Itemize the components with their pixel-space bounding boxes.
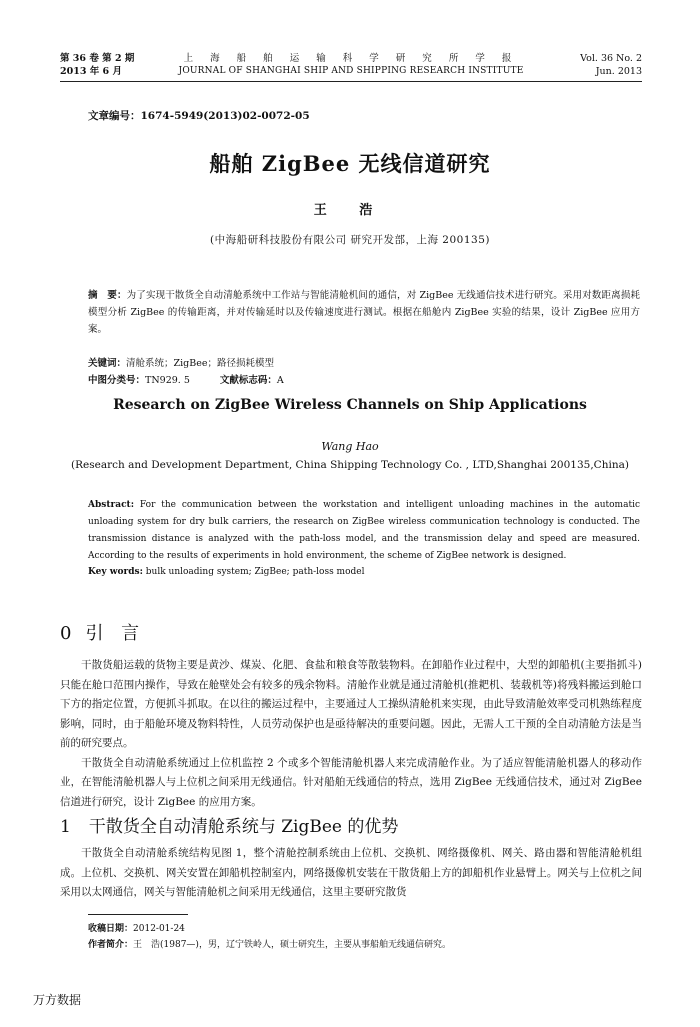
received-value: 2012-01-24 [133, 924, 185, 934]
keywords-cn-text: 清舱系统；ZigBee；路径损耗模型 [126, 358, 274, 369]
affiliation-cn: (中海船研科技股份有限公司 研究开发部，上海 200135) [210, 234, 490, 246]
received-date [88, 921, 451, 937]
keywords-en [88, 567, 364, 577]
section-0-heading [60, 619, 145, 645]
abstract-cn-text: 为了实现干散货全自动清舱系统中工作站与智能清舱机间的通信，对 ZigBee 无线通信技术进行研究。采用对数距离损耗模型分析 ZigBee 的传输距离，并对传输延时以及传输速度进行测试。根据在船舱内 ZigBee 实验的结果，设计 ZigBee 应用方案。 [88, 290, 640, 335]
abstract-en-label: Abstract: [88, 500, 135, 510]
author-bio [88, 937, 451, 953]
footnote-rule [88, 914, 188, 915]
clc-value: TN929. 5 [145, 375, 190, 386]
journal-name-en: JOURNAL OF SHANGHAI SHIP AND SHIPPING RESEARCH INSTITUTE [178, 66, 524, 76]
article-number-value: 1674-5949(2013)02-0072-05 [140, 110, 310, 122]
keywords-cn-label: 关键词： [88, 358, 127, 369]
header-rule [60, 81, 642, 82]
section-1-body [60, 844, 642, 903]
keywords-en-label: Key words: [88, 567, 143, 577]
watermark: 万方数据 [33, 993, 82, 1007]
header-volume-en: Vol. 36 No. 2 [580, 53, 642, 64]
section-0-title: 引 言 [85, 623, 146, 644]
keywords-cn [88, 355, 284, 372]
running-header [60, 52, 642, 80]
section-1-heading [60, 812, 398, 837]
abstract-en [88, 497, 640, 565]
keywords-en-text: bulk unloading system; ZigBee; path-loss model [145, 567, 365, 577]
classification-line [88, 372, 284, 389]
title-en: Research on ZigBee Wireless Channels on Ship Applications [113, 397, 587, 413]
header-date-cn: 2013 年 6 月 [60, 66, 122, 77]
author-cn: 王 浩 [313, 203, 387, 218]
abstract-cn-label: 摘 要： [88, 290, 127, 301]
author-bio-label: 作者简介： [88, 940, 134, 950]
header-date-en: Jun. 2013 [595, 66, 642, 77]
section-0-paragraph: 干散货船运载的货物主要是黄沙、煤炭、化肥、食盐和粮食等散装物料。在卸船作业过程中，大型的卸船机(主要指抓斗)只能在舱口范围内操作，导致在舱壁处会有较多的残余物料。清舱作业就是通过清舱机(推耙机、装载机等)将残料搬运到舱口下方的指定位置，方便抓斗抓取。在以往的搬运过程中，主要通过人工操纵清舱机来实现，由此导致清舱效率受司机熟练程度影响，同时，由于船舱环境及物料特性，人员劳动保护也是亟待解决的重要问题。因此，无需人工干预的全自动清舱方法是当前的研究要点。 [60, 659, 642, 749]
header-center [60, 52, 642, 78]
doc-code-label: 文献标志码： [219, 375, 277, 386]
abstract-en-text: For the communication between the workstation and intelligent unloading machines in the automatic unloading system for dry bulk carriers, the research on ZigBee wireless communication technology is conducted. The transmission distance is analyzed with the path-loss model, and the transmission delay and speed are measured. According to the results of experiments in hold environment, the scheme of ZigBee network is designed. [88, 500, 640, 561]
section-0-paragraph: 干散货全自动清舱系统通过上位机监控 2 个或多个智能清舱机器人来完成清舱作业。为了适应智能清舱机器人的移动作业，在智能清舱机器人与上位机之间采用无线通信。针对船舶无线通信的特点，选用 ZigBee 无线通信技术，通过对 ZigBee 信道进行研究，设计 ZigBee 的应用方案。 [60, 756, 642, 808]
section-1-paragraph: 干散货全自动清舱系统结构见图 1，整个清舱控制系统由上位机、交换机、网络摄像机、网关、路由器和智能清舱机组成。上位机、交换机、网关安置在卸船机控制室内，网络摄像机安装在干散货船上方的卸船机作业悬臂上。网关与上位机之间采用以太网通信，网关与智能清舱机之间采用无线通信，这里主要研究散货 [60, 847, 642, 898]
abstract-cn-meta [88, 355, 284, 389]
header-volume-cn: 第 36 卷 第 2 期 [60, 53, 135, 64]
clc-label: 中图分类号： [88, 375, 146, 386]
doc-code-value: A [276, 375, 284, 386]
affiliation-en: (Research and Development Department, China Shipping Technology Co. , LTD,Shanghai 200135,China) [71, 459, 629, 471]
article-number-label: 文章编号： [88, 110, 141, 122]
footnotes [88, 921, 451, 953]
section-1-number: 1 [60, 817, 71, 837]
page-title: 船舶 ZigBee 无线信道研究 [209, 151, 491, 176]
received-label: 收稿日期： [88, 924, 134, 934]
section-0-number: 0 [60, 623, 72, 644]
article-number [88, 108, 310, 123]
author-en: Wang Hao [321, 440, 379, 453]
abstract-cn [88, 287, 640, 338]
header-right [580, 52, 642, 78]
section-0-body [60, 656, 642, 812]
author-bio-text: 王 浩(1987—)，男，辽宁铁岭人，硕士研究生，主要从事船舶无线通信研究。 [133, 940, 451, 950]
section-1-title: 干散货全自动清舱系统与 ZigBee 的优势 [88, 817, 399, 837]
journal-name-cn: 上 海 船 舶 运 输 科 学 研 究 所 学 报 [183, 53, 519, 64]
